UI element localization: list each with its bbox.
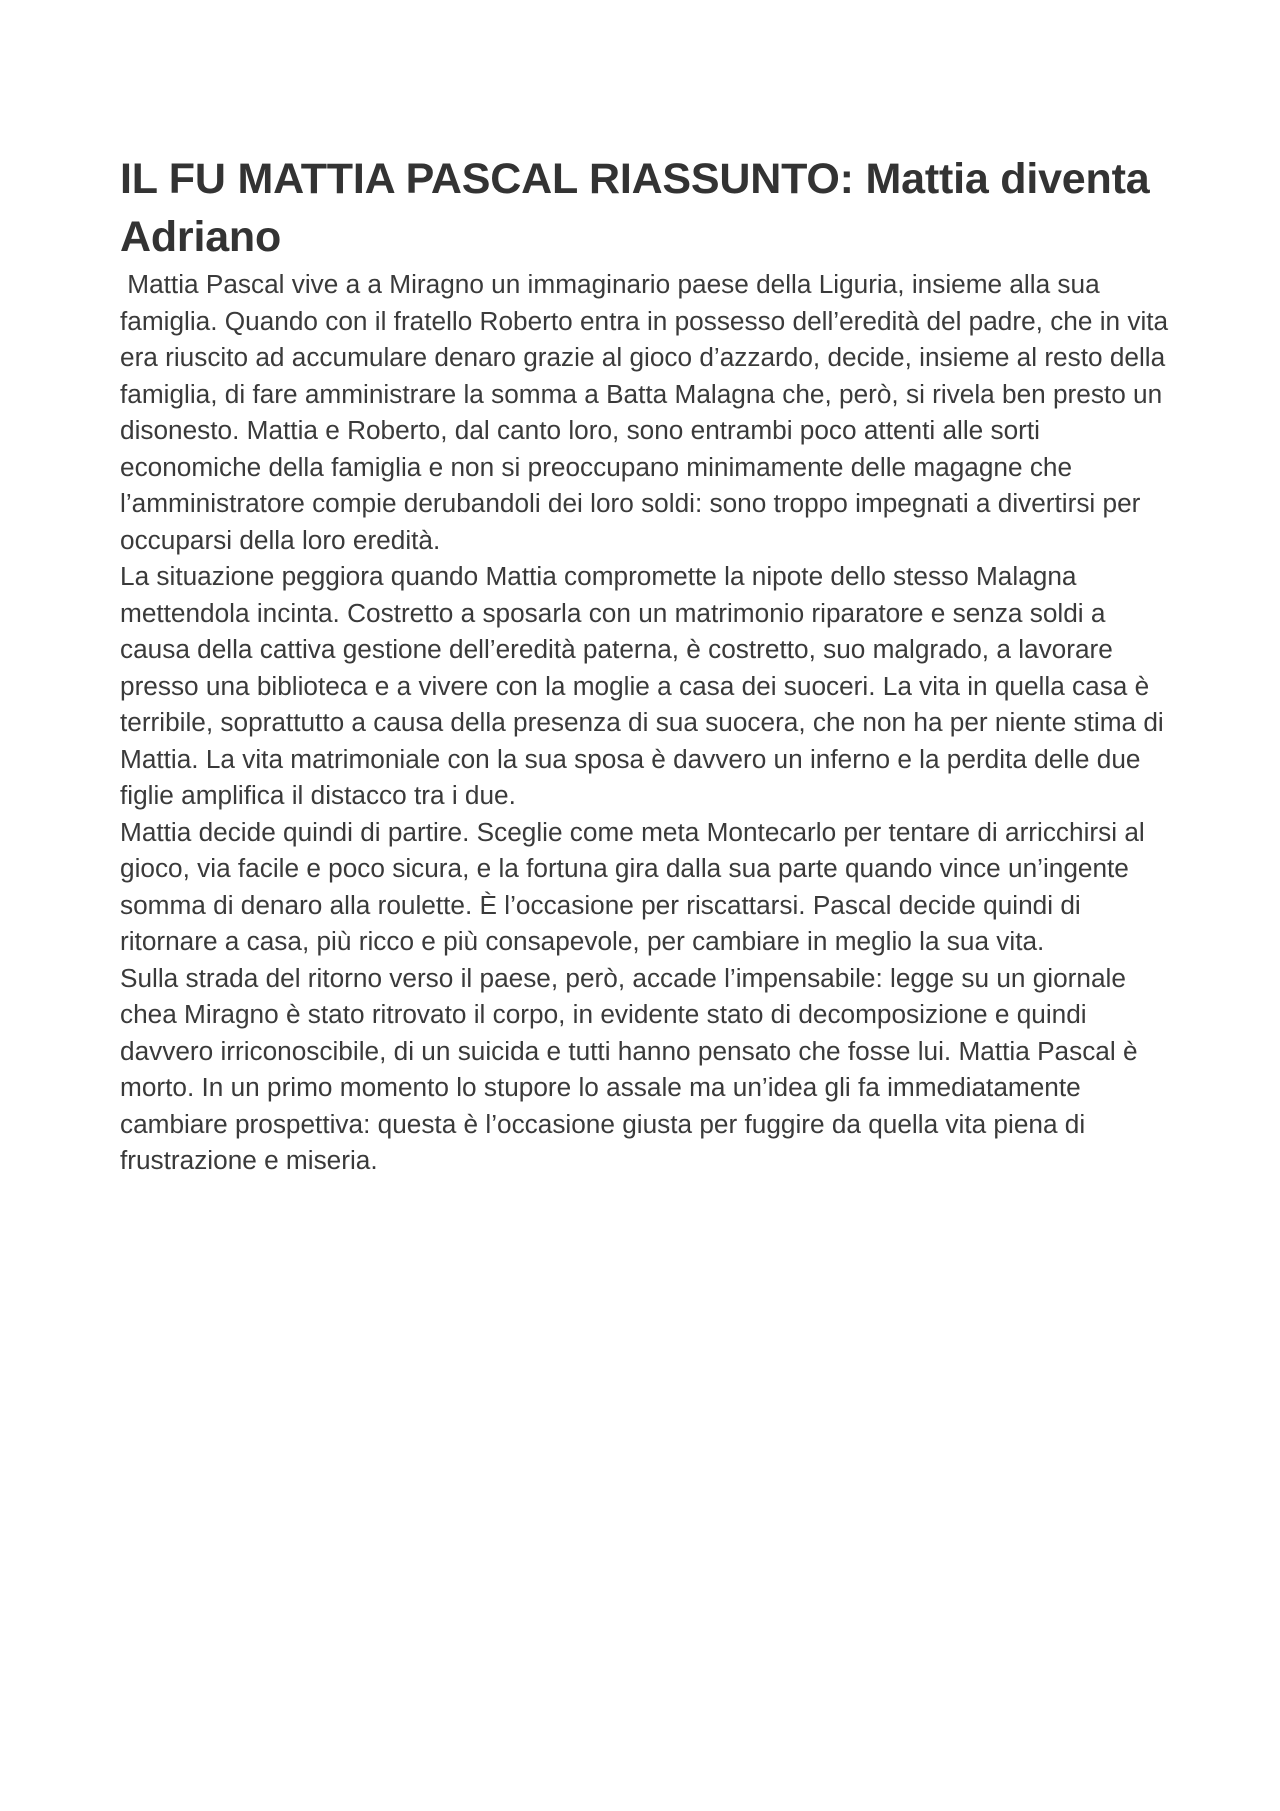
paragraph-4: Sulla strada del ritorno verso il paese, però, accade l’impensabile: legge su un giornale chea Miragno è stato ritrovato il corpo, in evidente stato di decomposizione e quindi davvero irriconoscibile, di un suicida e tutti hanno pensato che fosse lui. Mattia Pascal è morto. In un primo momento lo stupore lo assale ma un’idea gli fa immediatamente cambiare prospettiva: questa è l’occasione giusta per fuggire da quella vita piena di frustrazione e miseria. bbox=[120, 962, 1145, 1175]
document-content bbox=[120, 150, 1176, 1179]
paragraph-1: Mattia Pascal vive a a Miragno un immaginario paese della Liguria, insieme alla sua famiglia. Quando con il fratello Roberto entra in possesso dell’eredità del padre, che in vita era riuscito ad accumulare denaro grazie al gioco d’azzardo, decide, insieme al resto della famiglia, di fare amministrare la somma a Batta Malagna che, però, si rivela ben presto un disonesto. Mattia e Roberto, dal canto loro, sono entrambi poco attenti alle sorti economiche della famiglia e non si preoccupano minimamente delle magagne che l’amministratore compie derubandoli dei loro soldi: sono troppo impegnati a divertirsi per occuparsi della loro eredità. bbox=[120, 269, 1176, 555]
paragraph-3: Mattia decide quindi di partire. Sceglie come meta Montecarlo per tentare di arricchirsi al gioco, via facile e poco sicura, e la fortuna gira dalla sua parte quando vince un’ingente somma di denaro alla roulette. È l’occasione per riscattarsi. Pascal decide quindi di ritornare a casa, più ricco e più consapevole, per cambiare in meglio la sua vita. bbox=[120, 816, 1152, 956]
paragraph-2: La situazione peggiora quando Mattia compromette la nipote dello stesso Malagna mettendola incinta. Costretto a sposarla con un matrimonio riparatore e senza soldi a causa della cattiva gestione dell’eredità paterna, è costretto, suo malgrado, a lavorare presso una biblioteca e a vivere con la moglie a casa dei suoceri. La vita in quella casa è terribile, soprattutto a causa della presenza di sua suocera, che non ha per niente stima di Mattia. La vita matrimoniale con la sua sposa è davvero un inferno e la perdita delle due figlie amplifica il distacco tra i due. bbox=[120, 561, 1172, 810]
page-title: IL FU MATTIA PASCAL RIASSUNTO: Mattia diventa Adriano bbox=[120, 155, 1150, 261]
